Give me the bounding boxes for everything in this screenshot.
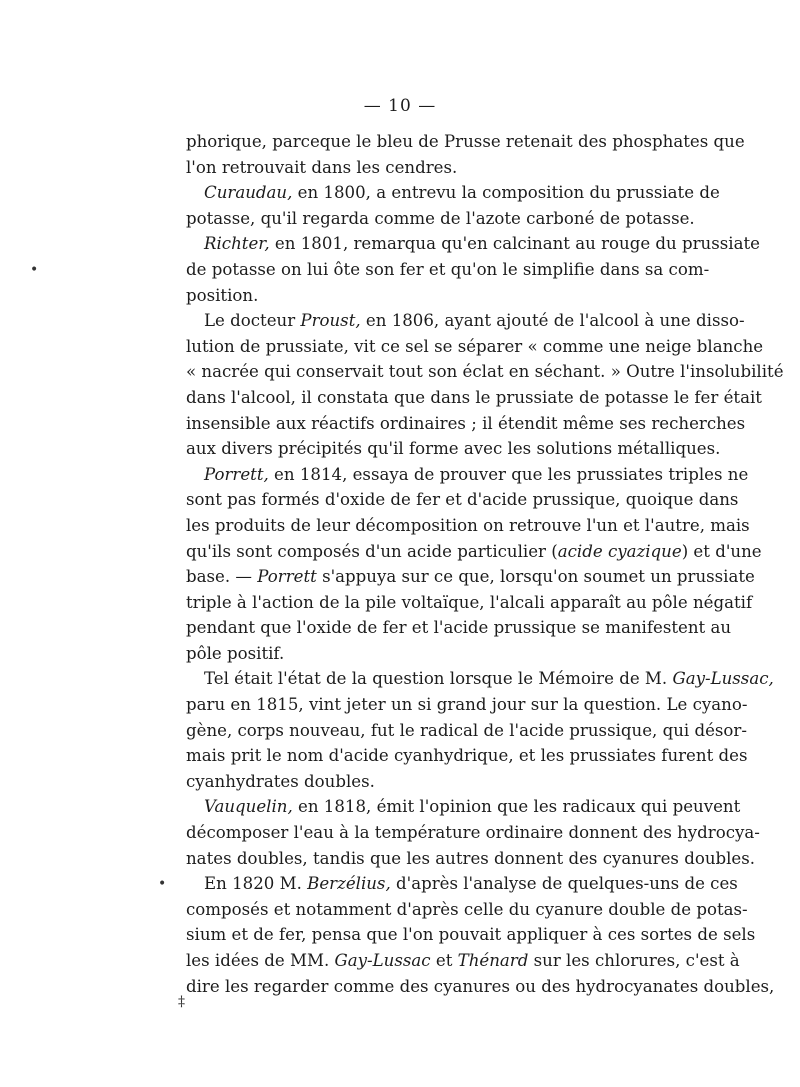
text-line — [186, 411, 746, 437]
text-line — [186, 334, 764, 360]
italic-name: Richter, — [204, 234, 270, 254]
text-run: s'appuya sur ce que, lorsqu'on soumet un prussiate — [316, 567, 755, 587]
italic-name: Vauquelin, — [204, 797, 293, 817]
text-run: composés et notamment d'après celle du cyanure double de potas- — [186, 899, 748, 919]
italic-name: Berzélius, — [307, 874, 391, 894]
text-run: sont pas formés d'oxide de fer et d'acide prussique, quoique dans — [186, 490, 739, 510]
text-run: décomposer l'eau à la température ordinaire donnent des hydrocya- — [186, 823, 760, 843]
text-run: en 1806, ayant ajouté de l'alcool à une disso- — [360, 311, 745, 331]
text-run: en 1818, émit l'opinion que les radicaux qui peuvent — [292, 797, 741, 817]
text-line — [186, 539, 762, 565]
italic-name: Porrett — [257, 567, 317, 587]
text-run: nates doubles, tandis que les autres donnent des cyanures doubles. — [186, 848, 756, 868]
text-run: mais prit le nom d'acide cyanhydrique, et les prussiates furent des — [186, 746, 748, 766]
text-line — [186, 718, 747, 744]
text-line — [186, 206, 705, 232]
text-run: pôle positif. — [186, 643, 285, 663]
text-run: l'on retrouvait dans les cendres. — [186, 157, 458, 177]
italic-name: Gay-Lussac, — [672, 669, 774, 689]
text-line — [186, 436, 721, 462]
text-line — [186, 820, 760, 846]
text-line — [186, 231, 760, 257]
ink-speck: • — [158, 876, 167, 892]
ink-speck: ‡ — [178, 994, 185, 1010]
italic-name: Porrett, — [204, 464, 269, 484]
text-line — [186, 359, 784, 385]
text-line — [186, 666, 774, 692]
text-line — [186, 769, 705, 795]
text-line — [186, 974, 775, 1000]
text-line — [186, 129, 745, 155]
ink-speck: • — [30, 262, 39, 278]
text-run: En 1820 M. — [204, 874, 308, 894]
text-run: gène, corps nouveau, fut le radical de l'acide prussique, qui désor- — [186, 720, 747, 740]
text-run: Tel était l'état de la question lorsque le Mémoire de M. — [204, 669, 673, 689]
text-run: et — [430, 951, 458, 970]
text-run: insensible aux réactifs ordinaires ; il étendit même ses recherches — [186, 413, 746, 433]
text-run: ) et d'une — [681, 541, 762, 561]
italic-name: Curaudau, — [204, 183, 293, 203]
text-line — [186, 846, 756, 872]
page-number: — 10 — — [363, 96, 437, 116]
text-run: position. — [186, 285, 259, 305]
text-run: en 1801, remarqua qu'en calcinant au rouge du prussiate — [269, 234, 760, 254]
text-run: phorique, parceque le bleu de Prusse retenait des phosphates que — [186, 132, 745, 151]
text-run: les idées de MM. — [186, 951, 335, 970]
text-run: potasse, qu'il regarda comme de l'azote carboné de potasse. — [186, 208, 695, 228]
text-line — [186, 590, 753, 616]
text-run: de potasse on lui ôte son fer et qu'on le simplifie dans sa com- — [186, 259, 710, 279]
text-run: aux divers précipités qu'il forme avec les solutions métalliques. — [186, 439, 721, 459]
italic-name: Thénard — [457, 951, 529, 970]
text-line — [186, 897, 748, 923]
text-run: sur les chlorures, c'est à — [528, 951, 740, 970]
text-line — [186, 743, 748, 769]
text-line — [186, 462, 749, 488]
body-text — [186, 129, 784, 999]
text-run: lution de prussiate, vit ce sel se séparer « comme une neige blanche — [186, 336, 764, 356]
text-run: paru en 1815, vint jeter un si grand jour sur la question. Le cyano- — [186, 695, 748, 715]
text-run: « nacrée qui conservait tout son éclat en séchant. » Outre l'insolubilité — [186, 362, 784, 382]
text-run: les produits de leur décomposition on retrouve l'un et l'autre, mais — [186, 515, 750, 535]
text-run: dans l'alcool, il constata que dans le prussiate de potasse le fer était — [186, 387, 762, 407]
text-line — [186, 641, 705, 667]
text-run: en 1814, essaya de prouver que les prussiates triples ne — [268, 464, 749, 484]
text-run: qu'ils sont composés d'un acide particulier ( — [186, 541, 558, 561]
text-line — [186, 487, 739, 513]
text-line — [186, 794, 741, 820]
italic-name: acide cyazique — [557, 541, 682, 561]
text-run: d'après l'analyse de quelques-uns de ces — [390, 874, 738, 894]
text-run: en 1800, a entrevu la composition du prussiate de — [292, 183, 720, 203]
text-line — [186, 283, 705, 309]
text-line — [186, 308, 745, 334]
text-line — [186, 615, 732, 641]
text-line — [186, 948, 740, 974]
text-line — [186, 155, 705, 181]
text-line — [186, 257, 710, 283]
text-run: base. — — [186, 567, 258, 587]
text-line — [186, 180, 720, 206]
text-line — [186, 385, 762, 411]
text-run: pendant que l'oxide de fer et l'acide prussique se manifestent au — [186, 618, 732, 638]
text-run: cyanhydrates doubles. — [186, 771, 375, 791]
text-line — [186, 871, 738, 897]
text-run: Le docteur — [204, 311, 301, 331]
italic-name: Gay-Lussac — [334, 951, 431, 970]
italic-name: Proust, — [300, 311, 361, 331]
text-line — [186, 564, 755, 590]
text-run: sium et de fer, pensa que l'on pouvait appliquer à ces sortes de sels — [186, 925, 756, 945]
text-run: dire les regarder comme des cyanures ou des hydrocyanates doubles, — [186, 976, 775, 996]
text-line — [186, 692, 748, 718]
text-line — [186, 922, 756, 948]
text-line — [186, 513, 750, 539]
text-run: triple à l'action de la pile voltaïque, l'alcali apparaît au pôle négatif — [186, 592, 753, 612]
